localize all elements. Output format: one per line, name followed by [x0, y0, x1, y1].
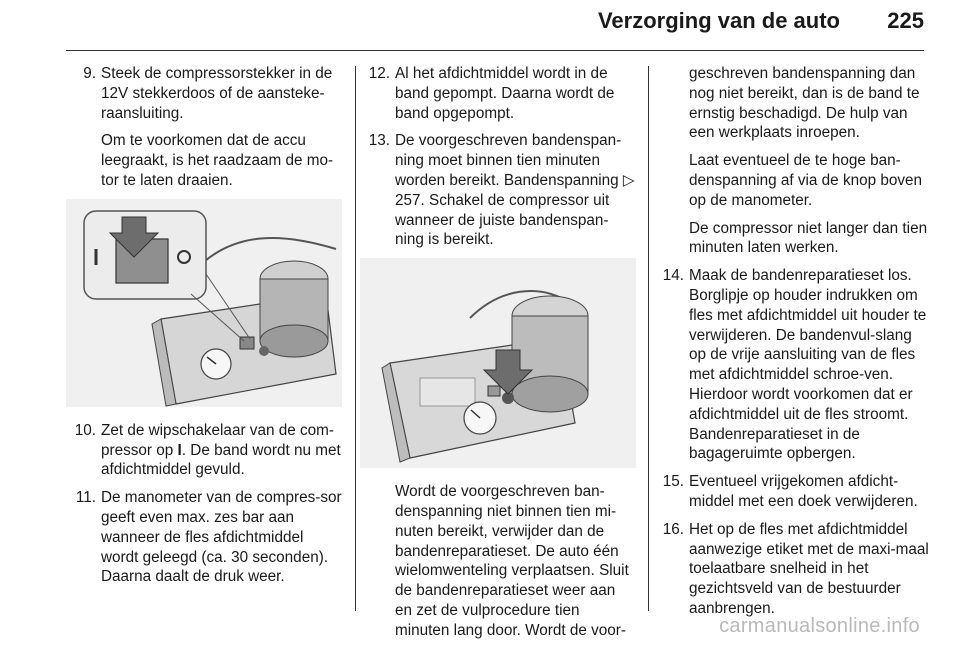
step-text: De voorgeschreven bandenspan-ning moet binnen tien minuten worden bereikt. Bandenspanning ▷ 257. Schakel de compressor uit wanneer de juiste bandenspan-ning is bereikt.	[395, 132, 635, 249]
step-12	[360, 64, 636, 123]
page-number: 225	[887, 8, 924, 33]
watermark: carmanualsonline.info	[719, 615, 920, 637]
step-text: Al het afdichtmiddel wordt in de band gepompt. Daarna wordt de band opgepompt.	[395, 65, 615, 122]
step-text: Eventueel vrijgekomen afdicht-middel met een doek verwijderen.	[689, 473, 918, 510]
step-16	[654, 520, 930, 619]
step-10	[66, 421, 342, 480]
step-number: 9.	[83, 65, 96, 82]
continued-note-1: Laat eventueel de te hoge ban-denspanning af via de knop boven op de manometer.	[689, 152, 923, 209]
step-number: 12.	[368, 65, 390, 82]
compressor-connection-illustration	[360, 258, 636, 468]
step-11	[66, 488, 342, 587]
step-number: 13.	[368, 132, 390, 150]
column-divider-2	[648, 66, 649, 611]
switch-position-symbol: I	[177, 441, 182, 459]
compressor-switch-illustration	[66, 199, 342, 407]
step-14	[654, 266, 930, 464]
step-text: Maak de bandenreparatieset los. Borglipje op houder indrukken om fles met afdichtmiddel uit houder te verwijderen. De bandenvul-slang op de vrije aansluiting van de fles met afdichtmiddel schroe-ven. Hierdoor wordt voorkomen dat er afdichtmiddel uit de fles stroomt. Bandenreparatieset in de bagageruimte opbergen.	[689, 267, 927, 463]
step-13	[360, 131, 636, 250]
continued-text: geschreven bandenspanning dan nog niet bereikt, dan is de band te ernstig beschadigd. De hulp van een werkplaats inroepen.	[689, 65, 920, 142]
step-number: 15.	[662, 473, 684, 491]
step-number: 11.	[75, 489, 96, 507]
step-note: Om te voorkomen dat de accu leegraakt, is het raadzaam de mo-tor te laten draaien.	[101, 132, 334, 189]
paragraph-after-illustration: Wordt de voorgeschreven ban-denspanning niet binnen tien mi-nuten bereikt, verwijder dan de bandenreparatieset. De auto één wielomwenteling verplaatsen. Sluit de bandenreparatieset weer aan en zet de vulprocedure tien minuten lang door. Wordt de voor-	[395, 483, 629, 639]
step-text: Steek de compressorstekker in de 12V stekkerdoos of de aansteke-raansluiting.	[101, 65, 333, 122]
column-divider-1	[355, 66, 356, 611]
step-text: Zet de wipschakelaar van de com-pressor op I. De band wordt nu met afdichtmiddel gevuld.	[101, 421, 341, 479]
step-number: 14.	[662, 267, 684, 285]
step-number: 16.	[662, 520, 684, 538]
continued-note-2: De compressor niet langer dan tien minuten laten werken.	[689, 219, 928, 257]
header-rule	[66, 50, 924, 51]
column-2	[360, 64, 636, 649]
step-number: 10.	[74, 421, 96, 439]
step-15	[654, 472, 930, 512]
step-text: Het op de fles met afdichtmiddel aanwezige etiket met de maxi-maal toelaatbare snelheid in het gezichtsveld van de bestuurder aanbrengen.	[689, 520, 929, 617]
page-reference-icon: ▷	[622, 171, 635, 189]
column-1	[66, 64, 342, 595]
section-title: Verzorging van de auto	[597, 8, 840, 33]
step-9	[66, 64, 342, 191]
step-text: De manometer van de compres-sor geeft even max. zes bar aan wanneer de fles afdichtmiddel wordt geleegd (ca. 30 seconden). Daarna daalt de druk weer.	[101, 489, 342, 586]
column-3	[654, 64, 930, 627]
